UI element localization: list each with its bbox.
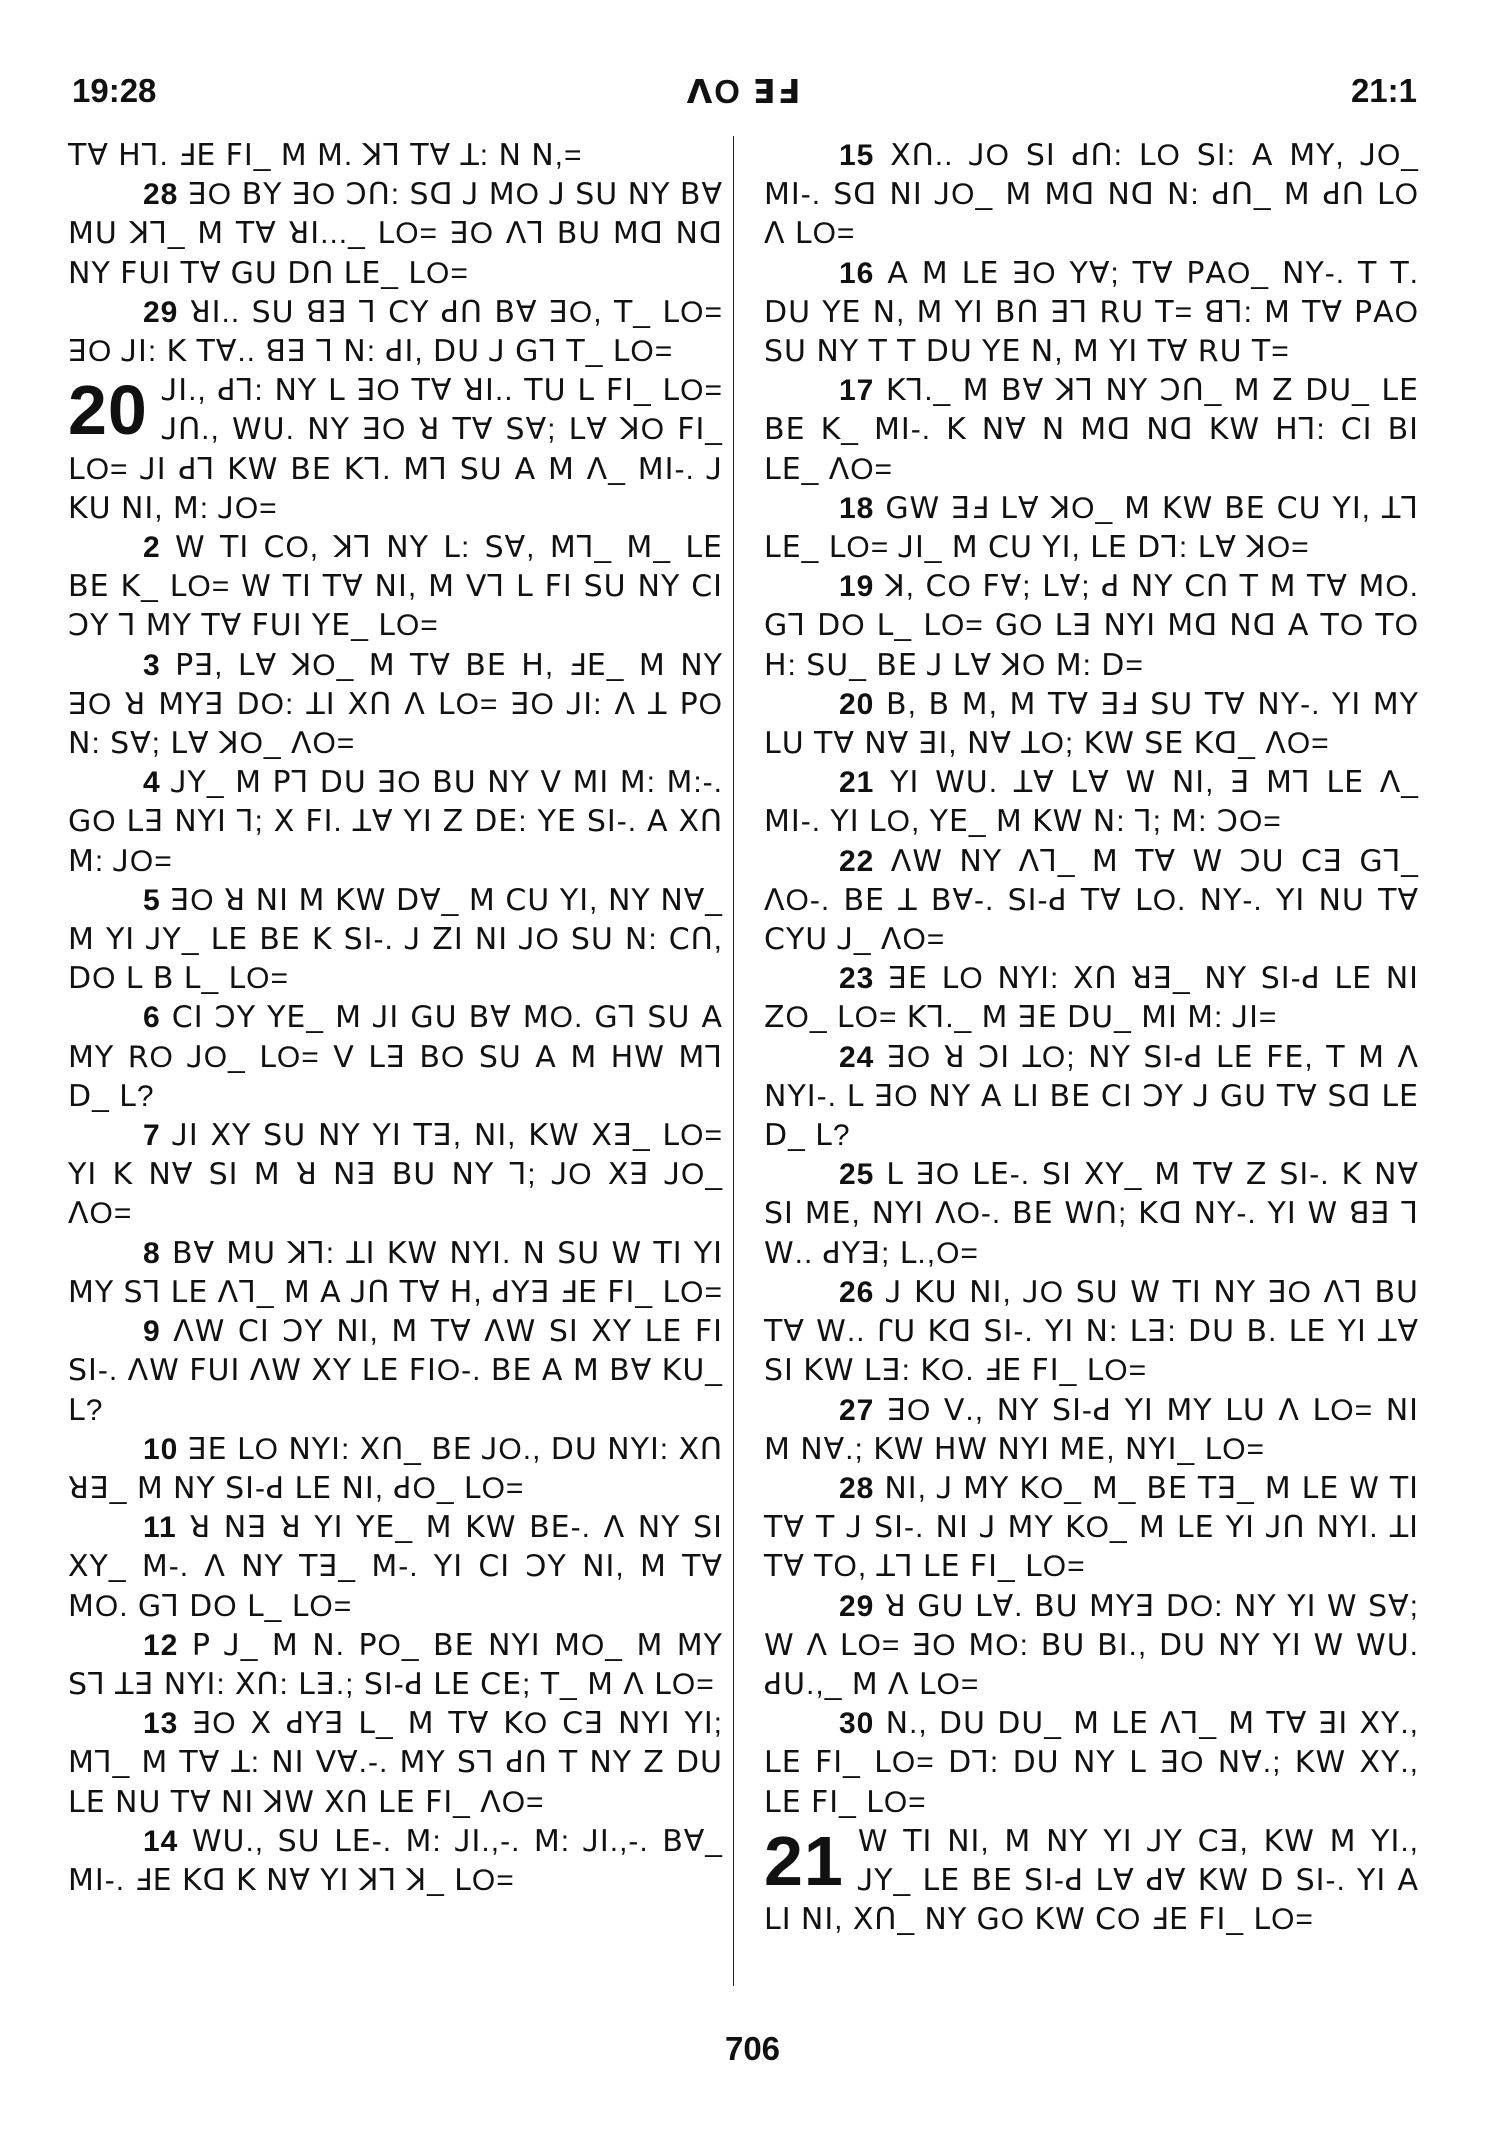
verse-paragraph	[764, 685, 1419, 763]
right-column	[764, 136, 1419, 1996]
verse-number: 29	[143, 295, 179, 329]
verse-number: 8	[143, 1236, 161, 1270]
left-column	[68, 136, 723, 1996]
verse-number: 12	[143, 1628, 179, 1662]
verse-text: ꓡ ꓱO ꓡꓰ-. ꓢꓲ ꓫꓬ_ ꓟ ꓔꓯ ꓜ ꓢꓲ-. ꓗ ꓠꓯ ꓢꓲ ꓟꓰ, ꓠꓬꓲ ꓥO-. ꓐꓰ ꓪꓵ; ꓗꓷ ꓠꓬ-. ꓬꓲ ꓪ ꓭꓱ ꓶ ꓪ.. ꓒꓬꓱ; ꓡ.,O=	[764, 1158, 1419, 1270]
verse-number: 27	[839, 1393, 875, 1427]
verse-number: 14	[143, 1824, 179, 1858]
verse-number: 23	[839, 962, 875, 996]
verse-number: 15	[839, 139, 875, 172]
verse-text: ꓙꓲ ꓫꓬ ꓢꓴ ꓠꓬ ꓬꓲ ꓔꓱ, ꓠꓲ, ꓗꓪ ꓫꓱ_ ꓡO= ꓬꓲ ꓗ ꓠꓯ ꓢꓲ ꓟ ꓤ ꓠꓱ ꓐꓴ ꓠꓬ ꓶ; ꓙO ꓫꓱ ꓙO_ ꓥO=	[68, 1119, 723, 1231]
verse-text: ꓙ ꓗꓴ ꓠꓲ, ꓙO ꓢꓴ ꓪ ꓔꓲ ꓠꓬ ꓱO ꓥꓶ ꓐꓴ ꓔꓯ ꓪ.. ꓩꓴ ꓗꓷ ꓢꓲ-. ꓬꓲ ꓠ: ꓡꓱ: ꓓꓴ ꓐ. ꓡꓰ ꓬꓲ ꓕꓯ ꓢꓲ ꓗꓪ ꓡꓱ: ꓗO. ꓞꓰ ꓝꓲ_ ꓡO=	[764, 1275, 1419, 1388]
verse-paragraph	[68, 1704, 723, 1822]
verse-paragraph	[68, 1508, 723, 1626]
verse-text: ꓪ ꓔꓲ ꓠꓲ, ꓟ ꓠꓬ ꓬꓲ ꓙꓬ ꓚꓱ, ꓗꓪ ꓟ ꓬꓲ., ꓙꓬ_ ꓡꓰ ꓐꓰ ꓢꓲ-ꓒ ꓡꓯ ꓒꓯ ꓗꓪ ꓓ ꓢꓲ-. ꓬꓲ ꓮ ꓡꓲ ꓠꓲ, ꓫꓵ_ ꓠꓬ ꓖO ꓗꓪ ꓚO ꓞꓰ ꓝꓲ_ ꓡO=	[764, 1824, 1419, 1937]
verse-text: ꓠ., ꓓꓴ ꓓꓴ_ ꓟ ꓡꓰ ꓥꓶ_ ꓟ ꓔꓯ ꓱꓲ ꓫꓬ., ꓡꓰ ꓝꓲ_ ꓡO= ꓓꓶ: ꓓꓴ ꓠꓬ ꓡ ꓱO ꓠꓯ.; ꓗꓪ ꓫꓬ., ꓡꓰ ꓝꓲ_ ꓡO=	[764, 1707, 1419, 1819]
verse-text: ꓠꓲ, ꓙ ꓟꓬ ꓗO_ ꓟ_ ꓐꓰ ꓔꓱ_ ꓟ ꓡꓰ ꓪ ꓔꓲ ꓔꓯ ꓔ ꓙ ꓢꓲ-. ꓠꓲ ꓙ ꓟꓬ ꓗO_ ꓟ ꓡꓰ ꓬꓲ ꓙꓵ ꓠꓬꓲ. ꓕꓲ ꓔꓯ ꓔO, ꓕꓶ ꓡꓰ ꓝꓲ_ ꓡO=	[764, 1471, 1419, 1584]
verse-paragraph	[764, 254, 1419, 372]
verse-paragraph	[68, 1430, 723, 1508]
running-header	[72, 72, 1417, 112]
verse-paragraph	[764, 763, 1419, 841]
verse-text: ꓱꓰ ꓡO ꓠꓬꓲ: ꓫꓵ_ ꓐꓰ ꓙO., ꓓꓴ ꓠꓬꓲ: ꓫꓵ ꓤꓱ_ ꓟ ꓠꓬ ꓢꓲ-ꓒ ꓡꓰ ꓠꓲ, ꓒO_ ꓡO=	[68, 1432, 723, 1505]
column-divider	[733, 136, 734, 1986]
verse-paragraph	[68, 1822, 723, 1900]
verse-number: 20	[839, 687, 875, 721]
page-number: 706	[724, 2030, 781, 2067]
verse-paragraph	[68, 1234, 723, 1312]
verse-text: ꓤ ꓠꓱ ꓤ ꓬꓲ ꓬꓰ_ ꓟ ꓗꓪ ꓐꓰ-. ꓥ ꓠꓬ ꓢꓲ ꓫꓬ_ ꓟ-. ꓥ ꓠꓬ ꓔꓱ_ ꓟ-. ꓬꓲ ꓚꓲ ꓛꓬ ꓠꓲ, ꓟ ꓔꓯ ꓟO. ꓖꓶ ꓓO ꓡ_ ꓡO=	[68, 1511, 723, 1623]
verse-text: ꓚꓲ ꓛꓬ ꓬꓰ_ ꓟ ꓙꓲ ꓖꓴ ꓐꓯ ꓟO. ꓖꓶ ꓢꓴ ꓮ ꓟꓬ ꓣO ꓙO_ ꓡO= ꓦ ꓡꓱ ꓐO ꓢꓴ ꓮ ꓟ ꓧꓪ ꓟꓶ ꓓ_ ꓡ?	[68, 1001, 723, 1113]
verse-text: ꓑꓱ, ꓡꓯ ꓘO_ ꓟ ꓔꓯ ꓐꓰ ꓧ, ꓞꓰ_ ꓟ ꓠꓬ ꓱO ꓤ ꓟꓬꓱ ꓓO: ꓕꓲ ꓫꓵ ꓥ ꓡO= ꓱO ꓙꓲ: ꓥ ꓕ ꓑO ꓠ: ꓢꓯ; ꓡꓯ ꓘO_ ꓥO=	[68, 648, 723, 761]
verse-number: 11	[143, 1511, 177, 1545]
verse-number: 13	[143, 1707, 179, 1741]
verse-number: 21	[839, 766, 875, 800]
verse-number: 22	[839, 844, 875, 878]
chapter-start-paragraph	[764, 1822, 1419, 1940]
verse-text: ꓙꓲ., ꓒꓶ: ꓠꓬ ꓡ ꓱO ꓔꓯ ꓤꓲ.. ꓔꓴ ꓡ ꓝꓲ_ ꓡO= ꓙꓵ., ꓪꓴ. ꓠꓬ ꓱO ꓤ ꓔꓯ ꓢꓯ; ꓡꓯ ꓘO ꓝꓲ_ ꓡO= ꓙꓲ ꓒꓶ ꓗꓪ ꓐꓰ ꓗꓶ. ꓟꓶ ꓢꓴ ꓮ ꓟ ꓥ_ ꓟꓲ-. ꓙ ꓗꓴ ꓠꓲ, ꓟ: ꓙO=	[68, 374, 723, 525]
verse-number: 17	[839, 374, 875, 408]
verse-text: ꓪ ꓔꓲ ꓚO, ꓘꓶ ꓠꓬ ꓡ: ꓢꓯ, ꓟꓶ_ ꓟ_ ꓡꓰ ꓐꓰ ꓗ_ ꓡO= ꓪ ꓔꓲ ꓔꓯ ꓠꓲ, ꓟ ꓦꓶ ꓡ ꓝꓲ ꓢꓴ ꓠꓬ ꓚꓲ ꓛꓬ ꓶ ꓟꓬ ꓔꓯ ꓝꓴꓲ ꓬꓰ_ ꓡO=	[68, 531, 723, 643]
chapter-start-paragraph	[68, 371, 723, 528]
verse-number: 18	[839, 491, 875, 525]
verse-number: 10	[143, 1432, 179, 1466]
verse-number: 24	[839, 1040, 875, 1074]
verse-paragraph	[68, 1626, 723, 1704]
verse-text: ꓬꓲ ꓪꓴ. ꓕꓯ ꓡꓯ ꓪ ꓠꓲ, ꓱ ꓟꓶ ꓡꓰ ꓥ_ ꓟꓲ-. ꓬꓲ ꓡO, ꓬꓰ_ ꓟ ꓗꓪ ꓠ: ꓶ; ꓟ: ꓛO=	[764, 766, 1419, 839]
verse-number: 7	[143, 1119, 161, 1153]
verse-text: ꓤ ꓖꓴ ꓡꓯ. ꓐꓴ ꓟꓬꓱ ꓓO: ꓠꓬ ꓬꓲ ꓪ ꓢꓯ; ꓪ ꓥ ꓡO= ꓱO ꓟO: ꓐꓴ ꓐꓲ., ꓓꓴ ꓠꓬ ꓬꓲ ꓪ ꓪꓴ. ꓒꓴ.,_ ꓟ ꓥ ꓡO=	[764, 1589, 1419, 1701]
verse-paragraph	[68, 528, 723, 646]
verse-text: ꓱO ꓤ ꓠꓲ ꓟ ꓗꓪ ꓓꓯ_ ꓟ ꓚꓴ ꓬꓲ, ꓠꓬ ꓠꓯ_ ꓟ ꓬꓲ ꓙꓬ_ ꓡꓰ ꓐꓰ ꓗ ꓢꓲ-. ꓙ ꓜꓲ ꓠꓲ ꓙO ꓢꓴ ꓠ: ꓚꓵ, ꓓO ꓡ ꓐ ꓡ_ ꓡO=	[68, 883, 723, 996]
verse-number: 19	[839, 570, 875, 604]
verse-number: 6	[143, 1001, 161, 1035]
verse-paragraph	[68, 293, 723, 371]
verse-number: 29	[839, 1589, 875, 1623]
verse-text: ꓱO ꓤ ꓛꓲ ꓕO; ꓠꓬ ꓢꓲ-ꓒ ꓡꓰ ꓝꓰ, ꓔ ꓟ ꓥ ꓠꓬꓲ-. ꓡ ꓱO ꓠꓬ ꓮ ꓡꓲ ꓐꓰ ꓚꓲ ꓛꓬ ꓙ ꓖꓴ ꓔꓯ ꓢꓷ ꓡꓰ ꓓ_ ꓡ?	[764, 1040, 1420, 1153]
verse-text: ꓙꓬ_ ꓟ ꓑꓶ ꓓꓴ ꓱO ꓐꓴ ꓠꓬ ꓦ ꓟꓲ ꓟ: ꓟ:-. ꓖO ꓡꓱ ꓠꓬꓲ ꓶ; ꓫ ꓝꓲ. ꓕꓯ ꓬꓲ ꓜ ꓓꓰ: ꓬꓰ ꓢꓲ-. ꓮ ꓫꓵ ꓟ: ꓙO=	[68, 766, 723, 878]
verse-text: ꓑ ꓙ_ ꓟ ꓠ. ꓑO_ ꓐꓰ ꓠꓬꓲ ꓟO_ ꓟ ꓟꓬ ꓢꓶ ꓕꓱ ꓠꓬꓲ: ꓫꓵ: ꓡꓱ.; ꓢꓲ-ꓒ ꓡꓰ ꓚꓰ; ꓔ_ ꓟ ꓥ ꓡO=	[68, 1628, 723, 1701]
verse-paragraph	[764, 1391, 1419, 1469]
verse-number: 25	[839, 1158, 875, 1192]
verse-paragraph	[68, 1312, 723, 1430]
verse-text: ꓥꓪ ꓠꓬ ꓥꓶ_ ꓟ ꓔꓯ ꓪ ꓛꓴ ꓚꓱ ꓖꓶ_ ꓥO-. ꓐꓰ ꓕ ꓐꓯ-. ꓢꓲ-ꓒ ꓔꓯ ꓡO. ꓠꓬ-. ꓬꓲ ꓠꓴ ꓔꓯ ꓚꓬꓴ ꓙ_ ꓥO=	[764, 844, 1419, 957]
verse-paragraph	[68, 1116, 723, 1234]
verse-paragraph	[764, 489, 1419, 567]
verse-text: ꓐ, ꓐ ꓟ, ꓟ ꓔꓯ ꓱꓞ ꓢꓴ ꓔꓯ ꓠꓬ-. ꓬꓲ ꓟꓬ ꓡꓴ ꓔꓯ ꓠꓯ ꓱꓲ, ꓠꓯ ꓕO; ꓗꓪ ꓢꓰ ꓗꓷ_ ꓥO=	[764, 687, 1419, 761]
verse-paragraph	[764, 567, 1419, 685]
verse-number: 4	[143, 766, 161, 800]
verse-number: 28	[143, 178, 179, 212]
header-left-reference: 19:28	[72, 72, 157, 109]
verse-paragraph	[764, 136, 1419, 254]
verse-number: 5	[143, 883, 161, 917]
verse-paragraph	[764, 1038, 1419, 1156]
verse-text: ꓱO ꓦ., ꓠꓬ ꓢꓲ-ꓒ ꓬꓲ ꓟꓬ ꓡꓴ ꓥ ꓡO= ꓠꓲ ꓟ ꓠꓯ.; ꓗꓪ ꓧꓪ ꓠꓬꓲ ꓟꓰ, ꓠꓬꓲ_ ꓡO=	[764, 1393, 1420, 1466]
header-book-title: ꓥO ꓱꓞ	[686, 73, 803, 110]
verse-number: 9	[143, 1315, 161, 1349]
verse-paragraph	[68, 763, 723, 881]
verse-paragraph	[764, 1587, 1419, 1705]
verse-text: ꓱO ꓐꓬ ꓱO ꓛꓵ: ꓢꓷ ꓙ ꓟO ꓙ ꓢꓴ ꓠꓬ ꓐꓯ ꓟꓴ ꓘꓶ_ ꓟ ꓔꓯ ꓤꓲ..._ ꓡO= ꓱO ꓥꓶ ꓐꓴ ꓟꓷ ꓠꓷ ꓠꓬ ꓝꓴꓲ ꓔꓯ ꓖꓴ ꓓꓵ ꓡꓰ_ ꓡO=	[68, 178, 723, 290]
verse-paragraph	[764, 1155, 1419, 1273]
verse-number: 2	[143, 531, 161, 565]
verse-paragraph	[764, 842, 1419, 960]
verse-paragraph	[764, 1273, 1419, 1391]
chapter-number: 20	[68, 371, 148, 450]
verse-paragraph	[68, 998, 723, 1116]
verse-paragraph	[764, 959, 1419, 1037]
verse-text: ꓤꓲ.. ꓢꓴ ꓭꓱ ꓶ ꓚꓬ ꓒꓵ ꓐꓯ ꓱO, ꓔ_ ꓡO= ꓱO ꓙꓲ: ꓗ ꓔꓯ.. ꓭꓱ ꓶ ꓠ: ꓒꓲ, ꓓꓴ ꓙ ꓖꓶ ꓔ_ ꓡO=	[68, 295, 723, 369]
verse-number: 28	[839, 1471, 875, 1505]
verse-text: ꓮ ꓟ ꓡꓰ ꓱO ꓬꓯ; ꓔꓯ ꓑꓮO_ ꓠꓬ-. ꓔ ꓔ. ꓓꓴ ꓬꓰ ꓠ, ꓟ ꓬꓲ ꓐꓵ ꓱꓶ ꓣꓴ ꓔ= ꓭꓶ: ꓟ ꓔꓯ ꓑꓮO ꓢꓴ ꓠꓬ ꓔ ꓔ ꓓꓴ ꓬꓰ ꓠ, ꓟ ꓬꓲ ꓔꓯ ꓣꓴ ꓔ=	[764, 256, 1419, 369]
verse-text: ꓖꓪ ꓱꓞ ꓡꓯ ꓘO_ ꓟ ꓗꓪ ꓐꓰ ꓚꓴ ꓬꓲ, ꓕꓶ ꓡꓰ_ ꓡO= ꓙꓲ_ ꓟ ꓚꓴ ꓬꓲ, ꓡꓰ ꓓꓶ: ꓡꓯ ꓘO=	[764, 491, 1419, 565]
continuation-paragraph	[68, 136, 723, 175]
verse-text: ꓪꓴ., ꓢꓴ ꓡꓰ-. ꓟ: ꓙꓲ.,-. ꓟ: ꓙꓲ.,-. ꓐꓯ_ ꓟꓲ-. ꓞꓰ ꓗꓷ ꓗ ꓠꓯ ꓬꓲ ꓘꓶ ꓘ_ ꓡO=	[68, 1824, 723, 1897]
verse-paragraph	[68, 646, 723, 764]
chapter-number: 21	[764, 1821, 844, 1900]
verse-text: ꓱꓰ ꓡO ꓠꓬꓲ: ꓫꓵ ꓤꓱ_ ꓠꓬ ꓢꓲ-ꓒ ꓡꓰ ꓠꓲ ꓜO_ ꓡO= ꓗꓶ._ ꓟ ꓱꓰ ꓓꓴ_ ꓟꓲ ꓟ: ꓙꓲ=	[764, 962, 1419, 1035]
verse-number: 30	[839, 1707, 875, 1741]
verse-text: ꓥꓪ ꓚꓲ ꓛꓬ ꓠꓲ, ꓟ ꓔꓯ ꓥꓪ ꓢꓲ ꓫꓬ ꓡꓰ ꓝꓲ ꓢꓲ-. ꓥꓪ ꓝꓴꓲ ꓥꓪ ꓫꓬ ꓡꓰ ꓝꓲO-. ꓐꓰ ꓮ ꓟ ꓐꓯ ꓗꓴ_ ꓡ?	[68, 1315, 723, 1427]
verse-number: 26	[839, 1275, 875, 1309]
verse-paragraph	[68, 175, 723, 293]
verse-paragraph	[68, 881, 723, 999]
verse-number: 16	[839, 256, 875, 290]
verse-paragraph	[764, 371, 1419, 489]
verse-text: ꓱO ꓫ ꓒꓬꓱ ꓡ_ ꓟ ꓔꓯ ꓗO ꓚꓱ ꓠꓬꓲ ꓬꓲ; ꓟꓶ_ ꓟ ꓔꓯ ꓕ: ꓠꓲ ꓦꓯ.-. ꓟꓬ ꓢꓶ ꓒꓵ ꓔ ꓠꓬ ꓜ ꓓꓴ ꓡꓰ ꓠꓴ ꓔꓯ ꓠꓲ ꓘꓪ ꓫꓵ ꓡꓰ ꓝꓲ_ ꓥO=	[68, 1707, 724, 1819]
verse-number: 3	[143, 648, 161, 682]
verse-text: ꓐꓯ ꓟꓴ ꓘꓶ: ꓕꓲ ꓗꓪ ꓠꓬꓲ. ꓠ ꓢꓴ ꓪ ꓔꓲ ꓬꓲ ꓟꓬ ꓢꓶ ꓡꓰ ꓥꓶ_ ꓟ ꓮ ꓙꓵ ꓔꓯ ꓧ, ꓒꓬꓱ ꓞꓰ ꓝꓲ_ ꓡO=	[68, 1236, 723, 1309]
verse-paragraph	[764, 1704, 1419, 1822]
verse-paragraph	[764, 1469, 1419, 1587]
header-right-reference: 21:1	[1350, 72, 1417, 109]
verse-text: ꓘ, ꓚO ꓝꓯ; ꓡꓯ; ꓒ ꓠꓬ ꓚꓵ ꓔ ꓟ ꓔꓯ ꓟO. ꓖꓶ ꓓO ꓡ_ ꓡO= ꓖO ꓡꓱ ꓠꓬꓲ ꓟꓷ ꓠꓷ ꓮ ꓔO ꓔO ꓧ: ꓢꓴ_ ꓐꓰ ꓙ ꓡꓯ ꓘO ꓟ: ꓓ=	[764, 570, 1419, 682]
verse-text: ꓗꓶ._ ꓟ ꓐꓯ ꓘꓶ ꓠꓬ ꓛꓵ_ ꓟ ꓜ ꓓꓴ_ ꓡꓰ ꓐꓰ ꓗ_ ꓟꓲ-. ꓗ ꓠꓯ ꓠ ꓟꓷ ꓠꓷ ꓗꓪ ꓧꓶ: ꓚꓲ ꓐꓲ ꓡꓰ_ ꓥO=	[764, 374, 1419, 486]
verse-text: ꓫꓵ.. ꓙO ꓢꓲ ꓒꓵ: ꓡO ꓢꓲ: ꓮ ꓟꓬ, ꓙO_ ꓟꓲ-. ꓢꓷ ꓠꓲ ꓙO_ ꓟ ꓟꓷ ꓠꓷ ꓠ: ꓒꓵ_ ꓟ ꓒꓵ ꓡO ꓥ ꓡO=	[764, 139, 1419, 251]
verse-text: ꓔꓯ ꓧꓶ. ꓞꓰ ꓝꓲ_ ꓟ ꓟ. ꓘꓶ ꓔꓯ ꓕ: ꓠ ꓠ,=	[68, 139, 583, 172]
